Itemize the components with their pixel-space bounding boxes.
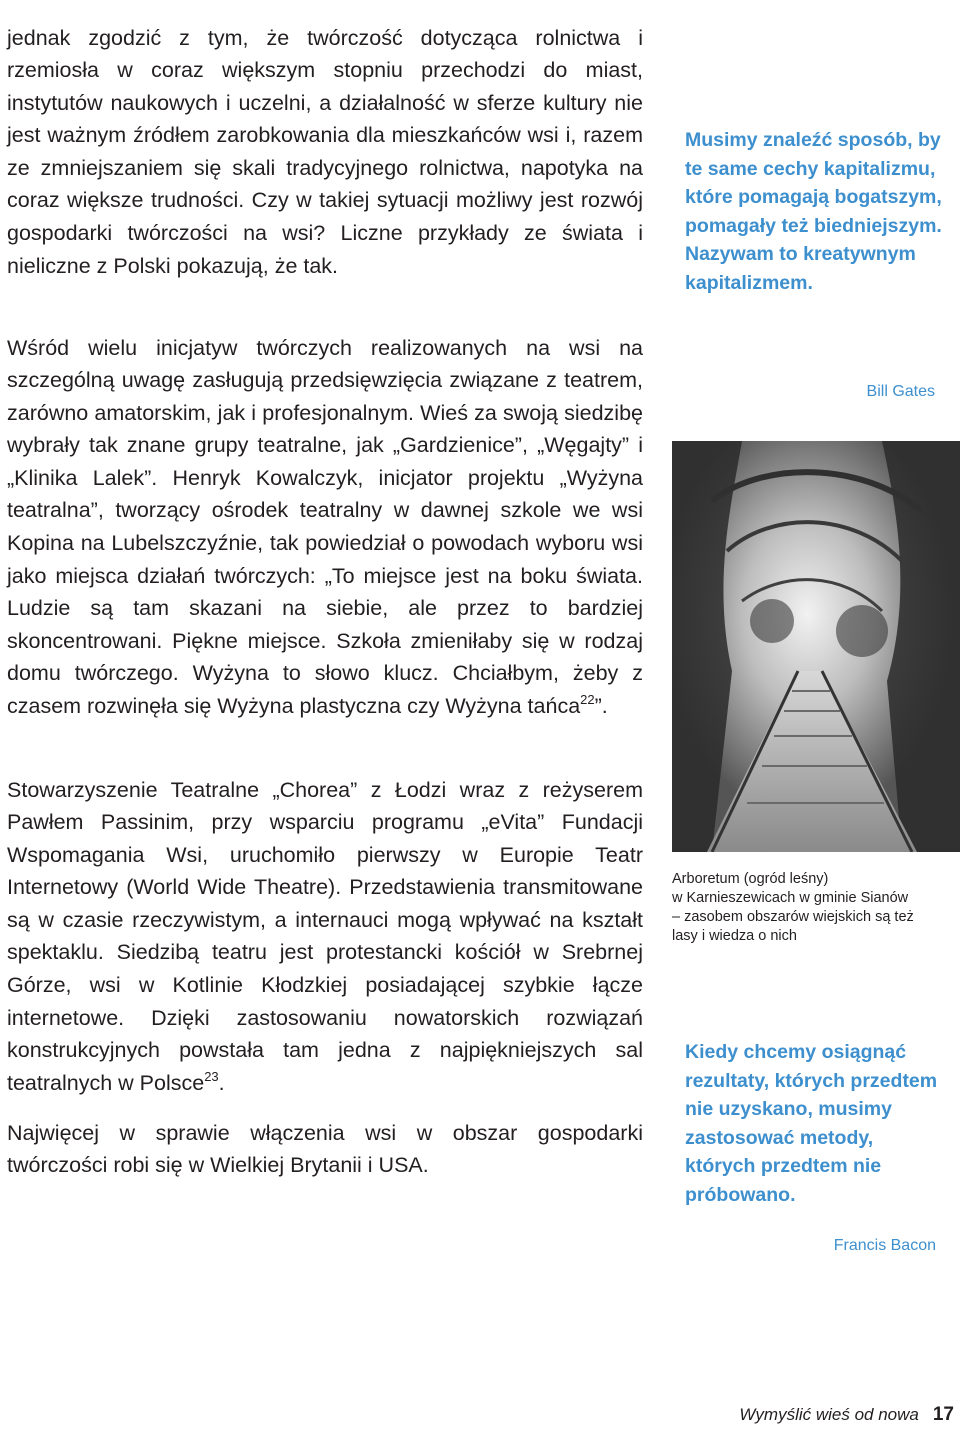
paragraph-uk-usa-text: Najwięcej w sprawie włączenia wsi w obszar gospodarki twórczości robi się w Wielkiej Brytanii i USA. (7, 1120, 643, 1178)
photo-caption (672, 870, 942, 946)
page-footer (739, 1404, 954, 1426)
arboretum-photo (672, 441, 960, 852)
paragraph-theatre (7, 332, 643, 723)
footnote-ref-22: 22 (580, 692, 595, 708)
paragraph-theatre-text: Wśród wielu inicjatyw twórczych realizowanych na wsi na szczególną uwagę zasługują przedsięwzięcia związane z teatrem, zarówno amatorskim, jak i profesjonalnym. Wieś za swoją siedzibę wybrały tak znane grupy teatralne, jak „Gardzienice”, „Węgajty” i „Klinika Lalek”. Henryk Kowalczyk, inicjator projektu „Wyżyna teatralna”, tworzący ośrodek teatralny w dawnej szkole we wsi Kopina na Lubelszczyźnie, tak powiedział o powodach wyboru wsi jako miejsca działań twórczych: „To miejsce jest na boku świata. Ludzie są tam skazani na siebie, ale przez to bardziej skoncentrowani. Piękne miejsce. Szkoła zmieniłaby się w rodzaj domu twórczego. Wyżyna to słowo klucz. Chciałbym, żeby z czasem rozwinęła się Wyżyna plastyczna czy Wyżyna tańca (7, 335, 643, 719)
footnote-ref-23: 23 (204, 1068, 219, 1084)
footnote-ref-22-tail: ”. (594, 694, 608, 719)
paragraph-intro (7, 22, 643, 283)
footer-title: Wymyślić wieś od nowa (739, 1405, 919, 1424)
arboretum-photo-graphic (672, 441, 960, 852)
caption-line: Arboretum (ogród leśny) (672, 871, 829, 887)
caption-line: – zasobem obszarów wiejskich są też (672, 909, 914, 925)
page-number: 17 (932, 1404, 954, 1425)
paragraph-intro-text: jednak zgodzić z tym, że twórczość dotycząca rolnictwa i rzemiosła w coraz większym stopniu przechodzi do miast, instytutów naukowych i uczelni, a działalność w sferze kultury nie jest ważnym źródłem zarobkowania dla mieszkańców wsi i, razem ze zmniejszaniem się skali tradycyjnego rolnictwa, napotyka na coraz większe trudności. Czy w takiej sytuacji możliwy jest rozwój gospodarki twórczości na wsi? Liczne przykłady ze świata i nieliczne z Polski pokazują, że tak. (7, 25, 643, 278)
paragraph-chorea-text: Stowarzyszenie Teatralne „Chorea” z Łodzi wraz z reżyserem Pawłem Passinim, przy wsparciu programu „eVita” Fundacji Wspomagania Wsi, uruchomiło pierwszy w Europie Teatr Internetowy (World Wide Theatre). Przedstawienia transmitowane są w czasie rzeczywistym, a internauci mogą wpływać na kształt spektaklu. Siedzibą teatru jest protestancki kościół w Srebrnej Górze, wsi w Kotlinie Kłodzkiej posiadającej szybkie łącze internetowe. Dzięki zastosowaniu nowatorskich rozwiązań konstrukcyjnych powstała tam jedna z najpiękniejszych sal teatralnych w Polsce (7, 777, 643, 1095)
paragraph-uk-usa (7, 1117, 643, 1182)
footnote-ref-23-tail: . (218, 1070, 225, 1095)
quote-author-bacon: Francis Bacon (833, 1237, 936, 1254)
caption-line: lasy i wiedza o nich (672, 928, 797, 944)
pull-quote-bacon: Kiedy chcemy osiągnąć rezultaty, których przedtem nie uzyskano, musimy zastosować metody, których przedtem nie próbowano. (685, 1041, 938, 1206)
quote-author-gates: Bill Gates (866, 383, 935, 400)
caption-line: w Karnieszewicach w gminie Sianów (672, 890, 909, 906)
paragraph-chorea (7, 774, 643, 1100)
pull-quote-gates: Musimy znaleźć sposób, by te same cechy kapitalizmu, które pomagają bogatszym, pomagały też biedniejszym. Nazywam to kreatywnym kapitalizmem. (685, 129, 942, 294)
